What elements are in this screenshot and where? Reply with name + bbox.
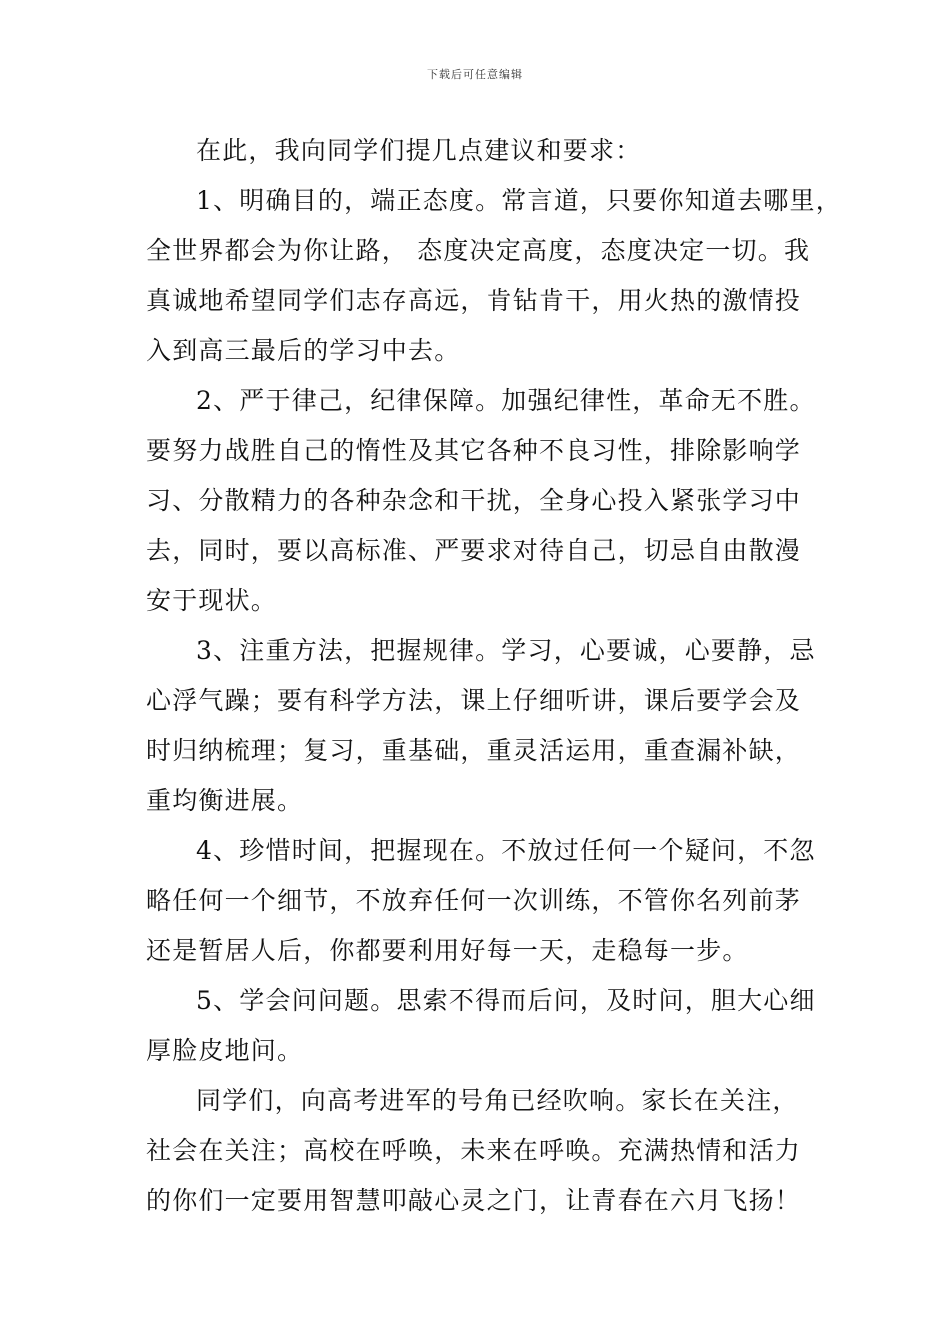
page-header: 下载后可任意编辑	[427, 68, 523, 81]
text-line: 还是暂居人后，你都要利用好每一天，走稳每一步。	[146, 936, 749, 965]
text-line: 习、分散精力的各种杂念和干扰，全身心投入紧张学习中	[146, 486, 802, 515]
text-line: 安于现状。	[146, 586, 278, 615]
text-line: 1、明确目的，端正态度。常言道，只要你知道去哪里，	[196, 186, 842, 215]
text-line: 重均衡进展。	[146, 786, 304, 815]
text-line: 心浮气躁；要有科学方法，课上仔细听讲，课后要学会及	[146, 686, 802, 715]
text-line: 2、严于律己，纪律保障。加强纪律性，革命无不胜。	[196, 386, 816, 415]
text-line: 真诚地希望同学们志存高远，肯钻肯干，用火热的激情投	[146, 286, 802, 315]
text-line: 时归纳梳理；复习，重基础，重灵活运用，重查漏补缺，	[146, 736, 802, 765]
text-line: 的你们一定要用智慧叩敲心灵之门，让青春在六月飞扬！	[146, 1186, 802, 1215]
text-line: 入到高三最后的学习中去。	[146, 336, 461, 365]
text-line: 去，同时，要以高标准、严要求对待自己，切忌自由散漫	[146, 536, 802, 565]
text-line: 要努力战胜自己的惰性及其它各种不良习性，排除影响学	[146, 436, 802, 465]
text-line: 略任何一个细节，不放弃任何一次训练，不管你名列前茅	[146, 886, 802, 915]
text-line: 厚脸皮地问。	[146, 1036, 304, 1065]
text-line: 5、学会问问题。思索不得而后问，及时问，胆大心细	[196, 986, 816, 1015]
text-line: 社会在关注；高校在呼唤，未来在呼唤。充满热情和活力	[146, 1136, 802, 1165]
text-line: 4、珍惜时间，把握现在。不放过任何一个疑问，不忽	[196, 836, 816, 865]
text-line: 3、注重方法，把握规律。学习，心要诚，心要静，忌	[196, 636, 816, 665]
text-line: 同学们，向高考进军的号角已经吹响。家长在关注，	[196, 1086, 799, 1115]
text-line: 在此，我向同学们提几点建议和要求：	[196, 136, 642, 165]
document-body	[146, 126, 842, 1226]
text-line: 全世界都会为你让路， 态度决定高度，态度决定一切。我	[146, 236, 811, 265]
